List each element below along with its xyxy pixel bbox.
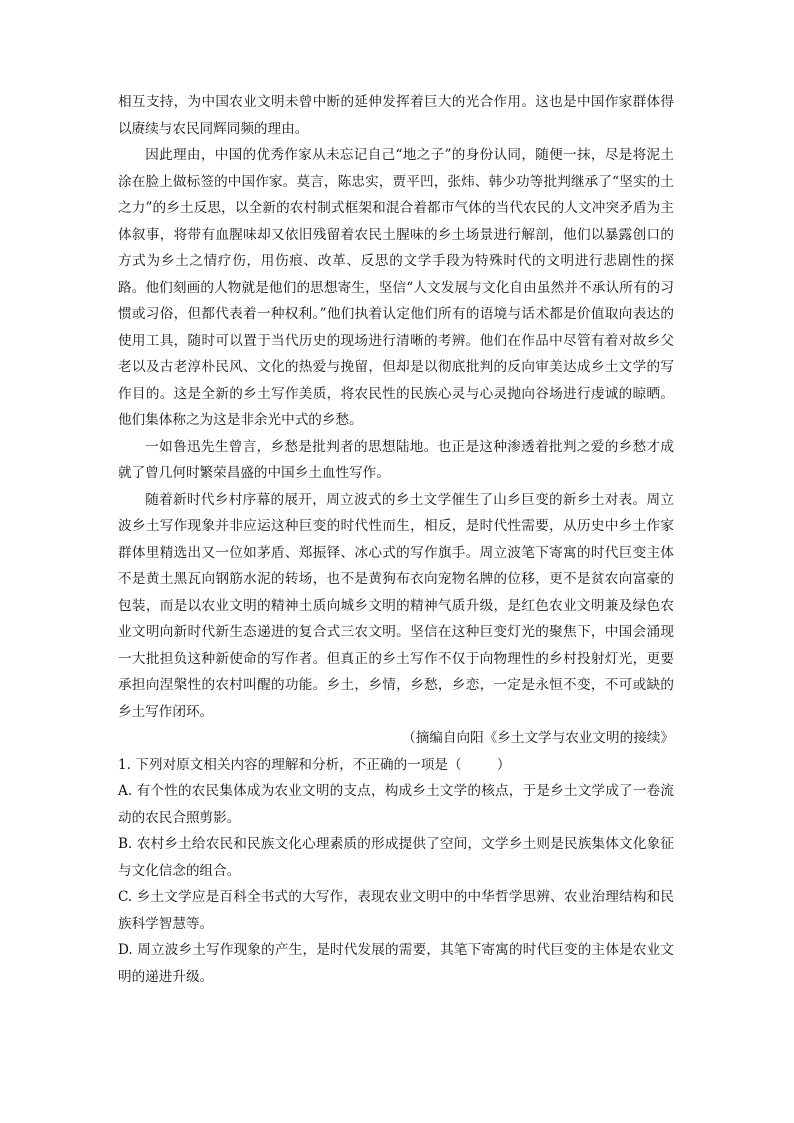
question-option-b: B. 农村乡土给农民和民族文化心理素质的形成提供了空间，文学乡土则是民族集体文化象征与文化信念的组合。: [118, 836, 674, 879]
article-source: （摘编自向阳《乡土文学与农业文明的接续》: [402, 730, 674, 746]
question-option-d: D. 周立波乡土写作现象的产生，是时代发展的需要，其笔下寄寓的时代巨变的主体是农业文明的递进升级。: [118, 942, 674, 985]
document-page: [118, 89, 674, 990]
article-paragraph-1: 相互支持，为中国农业文明未曾中断的延伸发挥着巨大的光合作用。这也是中国作家群体得以赓续与农民同辉同频的理由。: [118, 94, 674, 137]
question-stem-text: 1. 下列对原文相关内容的理解和分析，不正确的一项是（: [118, 756, 462, 773]
article-paragraph-2: 因此理由，中国的优秀作家从未忘记自己“地之子”的身份认同，随便一抹，尽是将泥土涂在脸上做标签的中国作家。莫言，陈忠实，贾平凹，张炜、韩少功等批判继承了“坚实的土之力”的乡土反思，以全新的农村制式框架和混合着都市气体的当代农民的人文冲突矛盾为主体叙事，将带有血腥味却又依旧残留着农民土腥味的乡土场景进行解剖，他们以暴露创口的方式为乡土之情疗伤，用伤痕、改革、反思的文学手段为特殊时代的文明进行悲剧性的探路。他们刻画的人物就是他们的思想寄生，坚信“人文发展与文化自由虽然并不承认所有的习惯或习俗，但都代表着一种权利。”他们执着认定他们所有的语境与话术都是价值取向表达的使用工具，随时可以置于当代历史的现场进行清晰的考辨。他们在作品中尽管有着对故乡父老以及古老淳朴民风、文化的热爱与挽留，但却是以彻底批判的反向审美达成乡土文学的写作目的。这是全新的乡土写作美质，将农民性的民族心灵与心灵抛向谷场进行虔诚的晾晒。他们集体称之为这是非余光中式的乡愁。: [118, 147, 674, 428]
question-option-a: A. 有个性的农民集体成为农业文明的支点，构成乡土文学的核点，于是乡土文学成了一卷流动的农民合照剪影。: [118, 783, 674, 826]
question-stem-close: ）: [496, 756, 511, 773]
article-paragraph-3: 一如鲁迅先生曾言，乡愁是批判者的思想陆地。也正是这种渗透着批判之爱的乡愁才成就了曾几何时繁荣昌盛的中国乡土血性写作。: [118, 438, 674, 481]
article-body: [118, 89, 674, 752]
question-block: [118, 752, 674, 991]
article-paragraph-4: 随着新时代乡村序幕的展开，周立波式的乡土文学催生了山乡巨变的新乡土对表。周立波乡土写作现象并非应运这种巨变的时代性而生，相反，是时代性需要，从历史中乡土作家群体里精选出又一位如茅盾、郑振铎、冰心式的写作旗手。周立波笔下寄寓的时代巨变主体不是黄土黑瓦向钢筋水泥的转场，也不是黄狗布衣向宠物名牌的位移，更不是贫农向富豪的包装，而是以农业文明的精神土质向城乡文明的精神气质升级，是红色农业文明兼及绿色农业文明向新时代新生态递进的复合式三农文明。坚信在这种巨变灯光的聚焦下，中国会涌现一大批担负这种新使命的写作者。但真正的乡土写作不仅于向物理性的乡村投射灯光，更要承担向涅槃性的农村叫醒的功能。乡土，乡情，乡愁，乡恋，一定是永恒不变，不可或缺的乡土写作闭环。: [118, 491, 674, 720]
question-stem: [118, 752, 674, 779]
question-option-c: C. 乡土文学应是百科全书式的大写作，表现农业文明中的中华哲学思辨、农业治理结构和民族科学智慧等。: [118, 889, 674, 932]
